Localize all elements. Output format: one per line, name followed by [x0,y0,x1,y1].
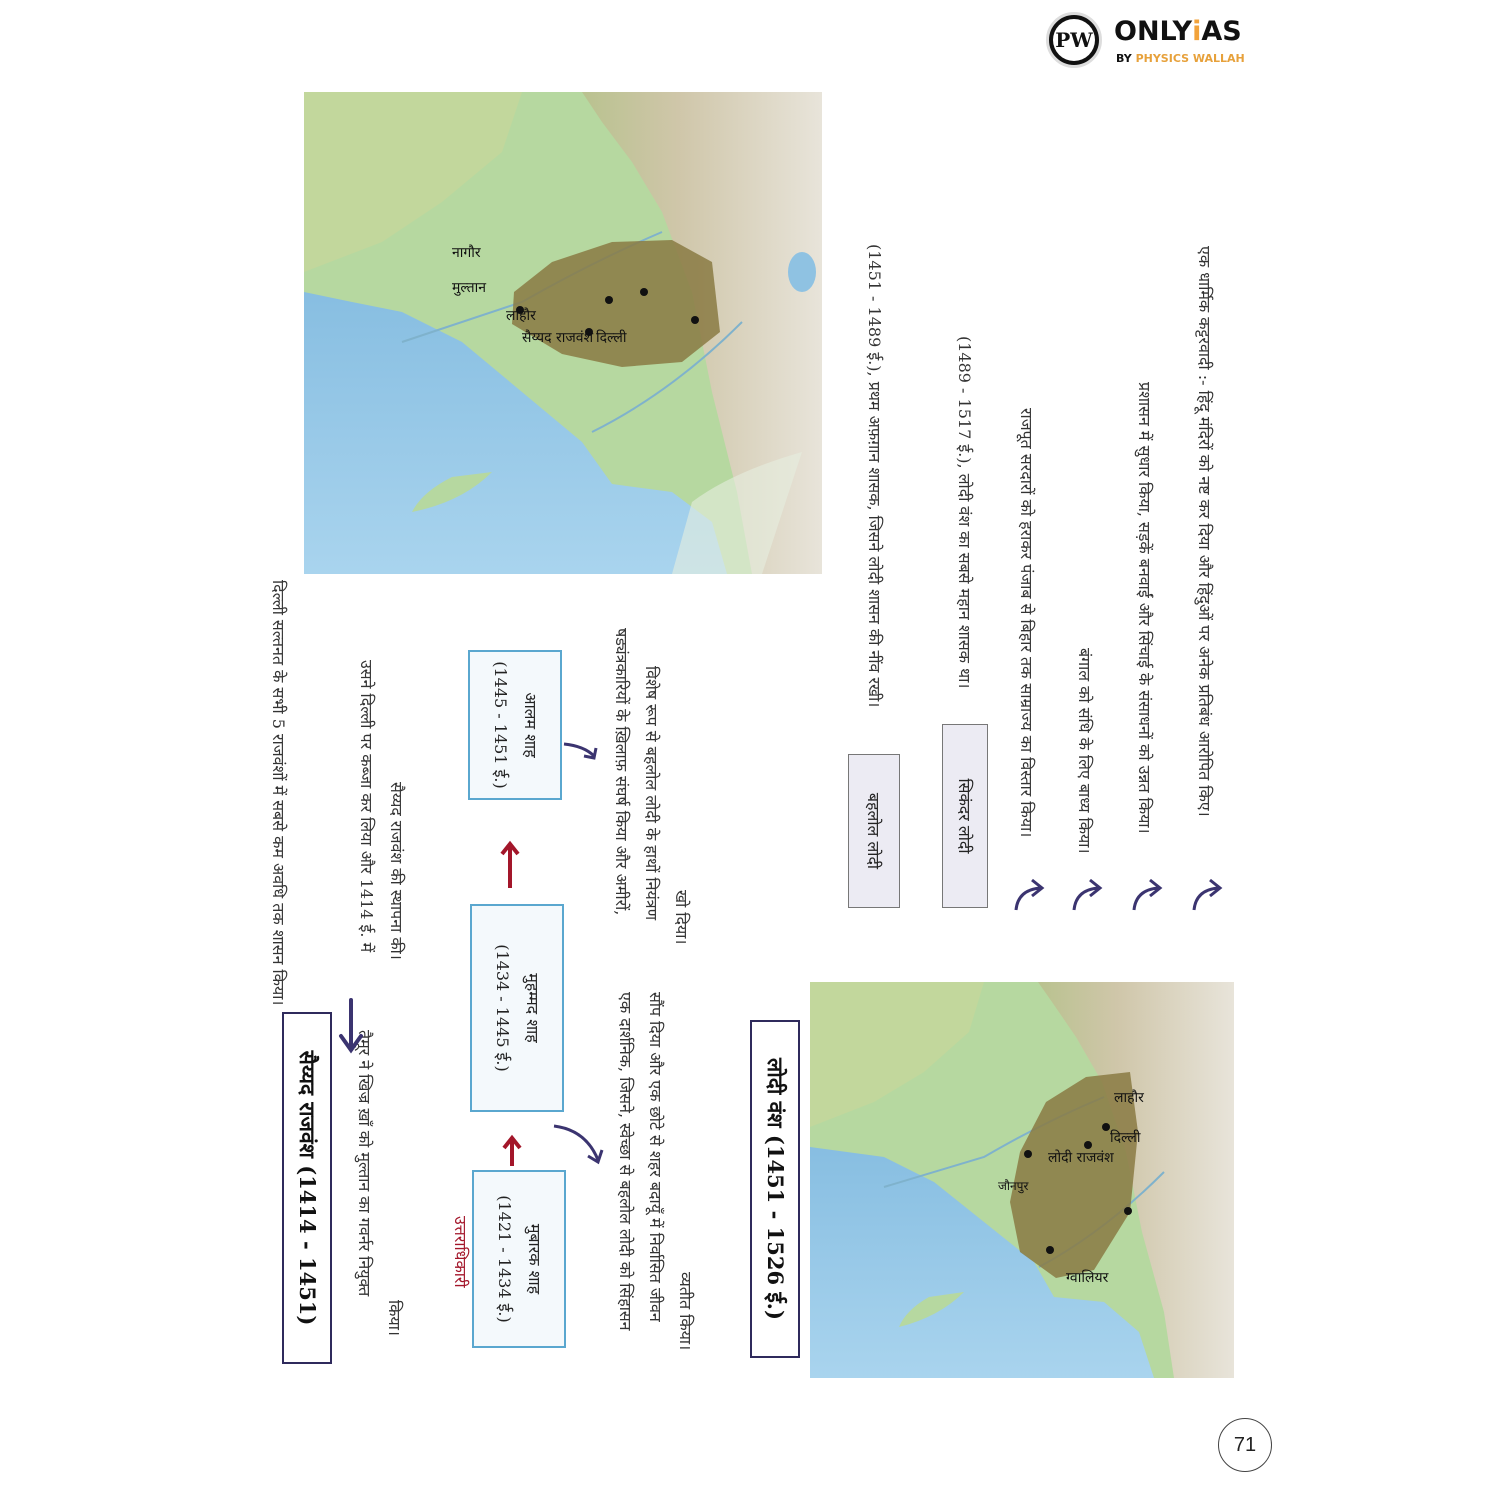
muhammad-note-line3: खो दिया। [672,890,691,945]
ruler-name: मुहम्मद शाह [523,973,542,1043]
muhammad-note-line2: विशेष रूप से बहलोल लोदी के हाथों नियंत्रण [642,666,661,921]
curved-arrow-icon [560,734,600,764]
sayyid-map-delhi: दिल्ली [596,330,627,346]
sayyid-title: सैय्यद राजवंश (1414 - 1451) [282,1012,332,1364]
sayyid-map-nagaur: नागौर [452,245,481,261]
lodi-point-1: राजपूत सरदारों को हराकर पंजाब से बिहार तक साम्राज्य का विस्तार किया। [1017,408,1036,838]
successor-label: उत्तराधिकारी [451,1216,470,1288]
sayyid-map-dynasty: सैय्यद राजवंश [522,330,594,346]
lodi-map-dynasty: लोदी राजवंश [1048,1150,1114,1166]
lodi-map-lahore: लाहौर [1114,1090,1144,1106]
timur-line2: किया। [385,1300,404,1336]
brand-i: i [1192,16,1202,47]
king-bahlol-desc: (1451 - 1489 ई.), प्रथम अफ़ग़ान शासक, जिसने लोदी शासन की नींव रखी। [865,244,884,708]
king-sikandar-lodi: सिकंदर लोदी [942,724,988,908]
lodi-title: लोदी वंश (1451 - 1526 ई.) [750,1020,800,1358]
ruler-years: (1434 - 1445 ई.) [493,944,512,1072]
ruler-years: (1421 - 1434 ई.) [495,1195,514,1323]
muhammad-note-line1: षड्यंत्रकारियों के ख़िलाफ़ संघर्ष किया और अमीरों, [612,628,631,916]
sayyid-map-multan: मुल्तान [452,280,486,296]
ruler-mubarak-shah [472,1170,566,1348]
curved-arrow-icon [1068,876,1104,916]
lodi-map-jaunpur: जौनपुर [998,1179,1029,1193]
lodi-map-svg [810,982,1234,1378]
brand-sub-name: PHYSICS WALLAH [1135,52,1245,65]
capture-line1: उसने दिल्ली पर कब्जा कर लिया और 1414 ई. में [357,660,376,953]
sayyid-map-svg [304,92,822,574]
curved-arrow-icon [548,1120,606,1170]
pw-logo-mark: PW [1053,19,1095,61]
curved-arrow-icon [1010,876,1046,916]
lodi-map-gwalior: ग्वालियर [1066,1270,1109,1286]
lodi-point-4: एक धार्मिक कट्टरवादी :- हिंदू मंदिरों को नष्ट कर दिया और हिंदुओं पर अनेक प्रतिबंध आरोपित किए। [1195,246,1214,817]
lodi-point-3: प्रशासन में सुधार किया, सड़कें बनवाईं और सिंचाई के संसाधनों को उन्नत किया। [1135,382,1154,834]
king-bahlol-lodi: बहलोल लोदी [848,754,900,908]
ruler-alam-shah [468,650,562,800]
alam-note-line2: सौंप दिया और एक छोटे से शहर बदायूँ में निर्वासित जीवन [646,992,665,1322]
curved-arrow-icon [1188,876,1224,916]
curved-arrow-icon [1128,876,1164,916]
brand-sub-prefix: BY [1116,52,1136,65]
arrow-up-icon [498,840,522,892]
brand-suffix: AS [1201,16,1242,47]
sayyid-intro: दिल्ली सल्तनत के सभी 5 राजवंशों में सबसे कम अवधि तक शासन किया। [269,580,288,1006]
sayyid-map-lahore: लाहौर [506,308,536,324]
pointer-arrow-icon [336,996,366,1056]
lodi-map [810,982,1234,1378]
lodi-map-delhi: दिल्ली [1110,1130,1141,1146]
capture-line2: सैय्यद राजवंश की स्थापना की। [387,782,406,960]
sayyid-map [304,92,822,574]
alam-note-line1: एक दार्शनिक, जिसने, स्वेच्छा से बहलोल लोदी को सिंहासन [616,992,635,1331]
ruler-name: आलम शाह [521,692,540,758]
brand-prefix: ONLY [1114,16,1193,47]
arrow-up-icon [500,1134,524,1170]
ruler-muhammad-shah [470,904,564,1112]
lodi-point-2: बंगाल को संधि के लिए बाध्य किया। [1075,648,1094,854]
king-sikandar-desc: (1489 - 1517 ई.), लोदी वंश का सबसे महान शासक था। [955,336,974,689]
ruler-name: मुबारक शाह [525,1223,544,1295]
timur-line1: तैमूर ने खिज्र ख़ाँ को मुल्तान का गवर्नर नियुक्त [355,1030,374,1297]
ruler-years: (1445 - 1451 ई.) [491,661,510,789]
alam-note-line3: व्यतीत किया। [676,1272,695,1351]
page-number: 71 [1218,1418,1272,1472]
